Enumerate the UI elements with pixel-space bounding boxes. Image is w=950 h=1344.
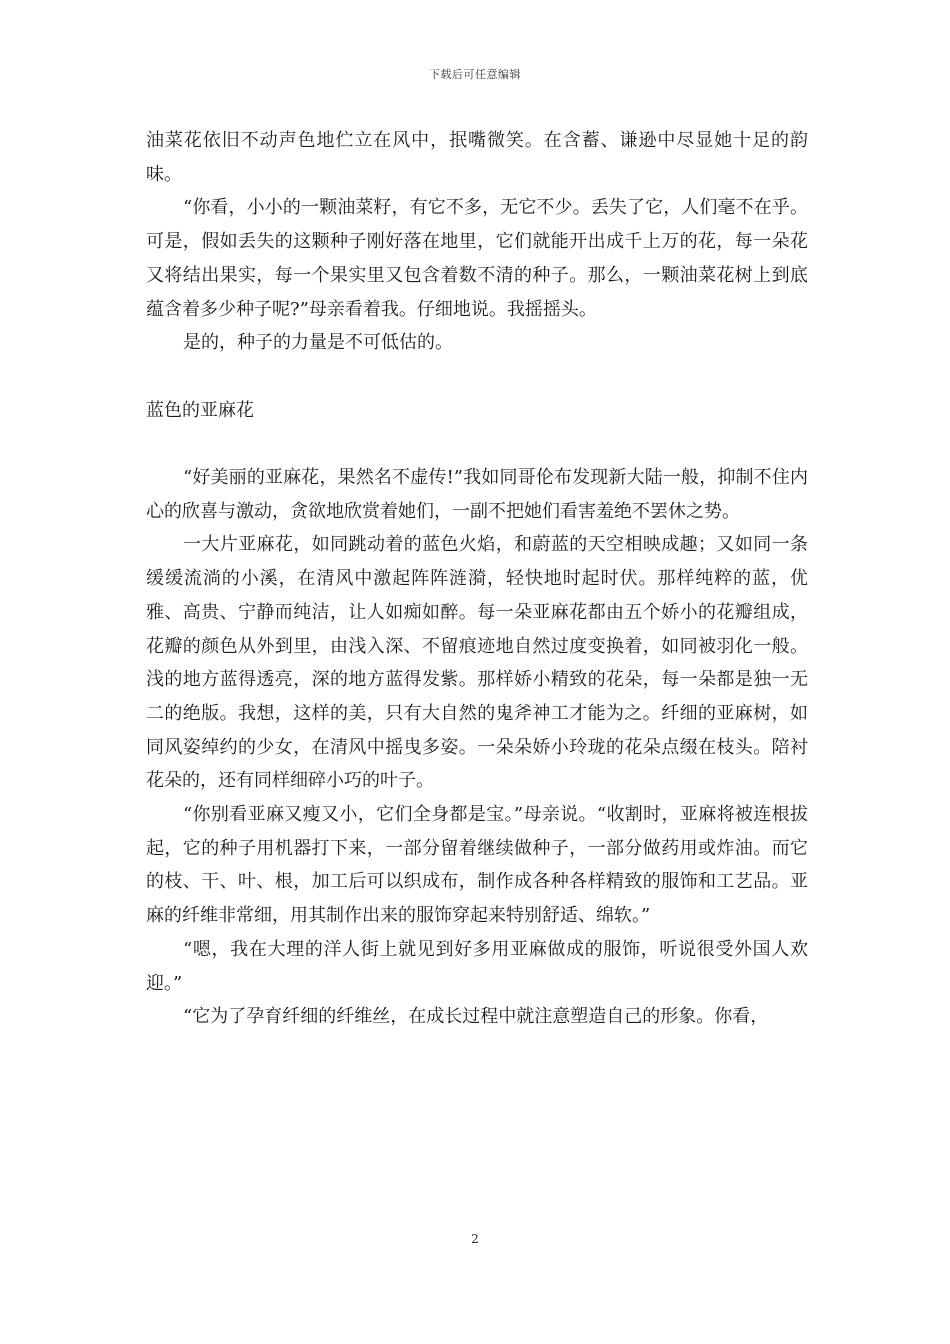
paragraph: “好美丽的亚麻花，果然名不虚传!”我如同哥伦布发现新大陆一般，抑制不住内心的欣喜与激动，贪欲地欣赏着她们，一副不把她们看害羞绝不罢休之势。 xyxy=(146,467,808,522)
paragraph: “它为了孕育纤细的纤维丝，在成长过程中就注意塑造自己的形象。你看， xyxy=(183,1006,769,1028)
blank-line xyxy=(146,360,808,394)
section-heading: 蓝色的亚麻花 xyxy=(146,399,254,421)
paragraph: “你别看亚麻又瘦又小，它们全身都是宝。”母亲说。“收割时，亚麻将被连根拔起，它的种子用机器打下来，一部分留着继续做种子，一部分做药用或炸油。而它的枝、干、叶、根，加工后可以织成布，制作成各种各样精致的服饰和工艺品。亚麻的纤维非常细，用其制作出来的服饰穿起来特别舒适、绵软。” xyxy=(146,804,808,927)
paragraph: 油菜花依旧不动声色地伫立在风中，抿嘴微笑。在含蓄、谦逊中尽显她十足的韵味。 xyxy=(146,130,808,185)
page-header: 下载后可任意编辑 xyxy=(429,68,521,81)
blank-line xyxy=(146,427,808,461)
paragraph: 一大片亚麻花，如同跳动着的蓝色火焰，和蔚蓝的天空相映成趣；又如同一条缓缓流淌的小溪，在清风中激起阵阵涟漪，轻快地时起时伏。那样纯粹的蓝，优雅、高贵、宁静而纯洁，让人如痴如醉。每一朵亚麻花都由五个娇小的花瓣组成，花瓣的颜色从外到里，由浅入深、不留痕迹地自然过度变换着，如同被羽化一般。浅的地方蓝得透亮，深的地方蓝得发紫。那样娇小精致的花朵，每一朵都是独一无二的绝版。我想，这样的美，只有大自然的鬼斧神工才能为之。纤细的亚麻树，如同风姿绰约的少女，在清风中摇曳多姿。一朵朵娇小玲珑的花朵点缀在枝头。陪衬花朵的，还有同样细碎小巧的叶子。 xyxy=(146,534,808,792)
paragraph: 是的，种子的力量是不可低估的。 xyxy=(183,332,453,354)
body-text xyxy=(146,124,808,1034)
paragraph: “嗯，我在大理的洋人街上就见到好多用亚麻做成的服饰，听说很受外国人欢迎。” xyxy=(146,938,808,994)
page-number: 2 xyxy=(471,1232,479,1246)
paragraph: “你看，小小的一颗油菜籽，有它不多，无它不少。丢失了它，人们毫不在乎。可是，假如丢失的这颗种子刚好落在地里，它们就能开出成千上万的花，每一朵花又将结出果实，每一个果实里又包含着数不清的种子。那么，一颗油菜花树上到底蕴含着多少种子呢?”母亲看着我。仔细地说。我摇摇头。 xyxy=(146,197,808,320)
